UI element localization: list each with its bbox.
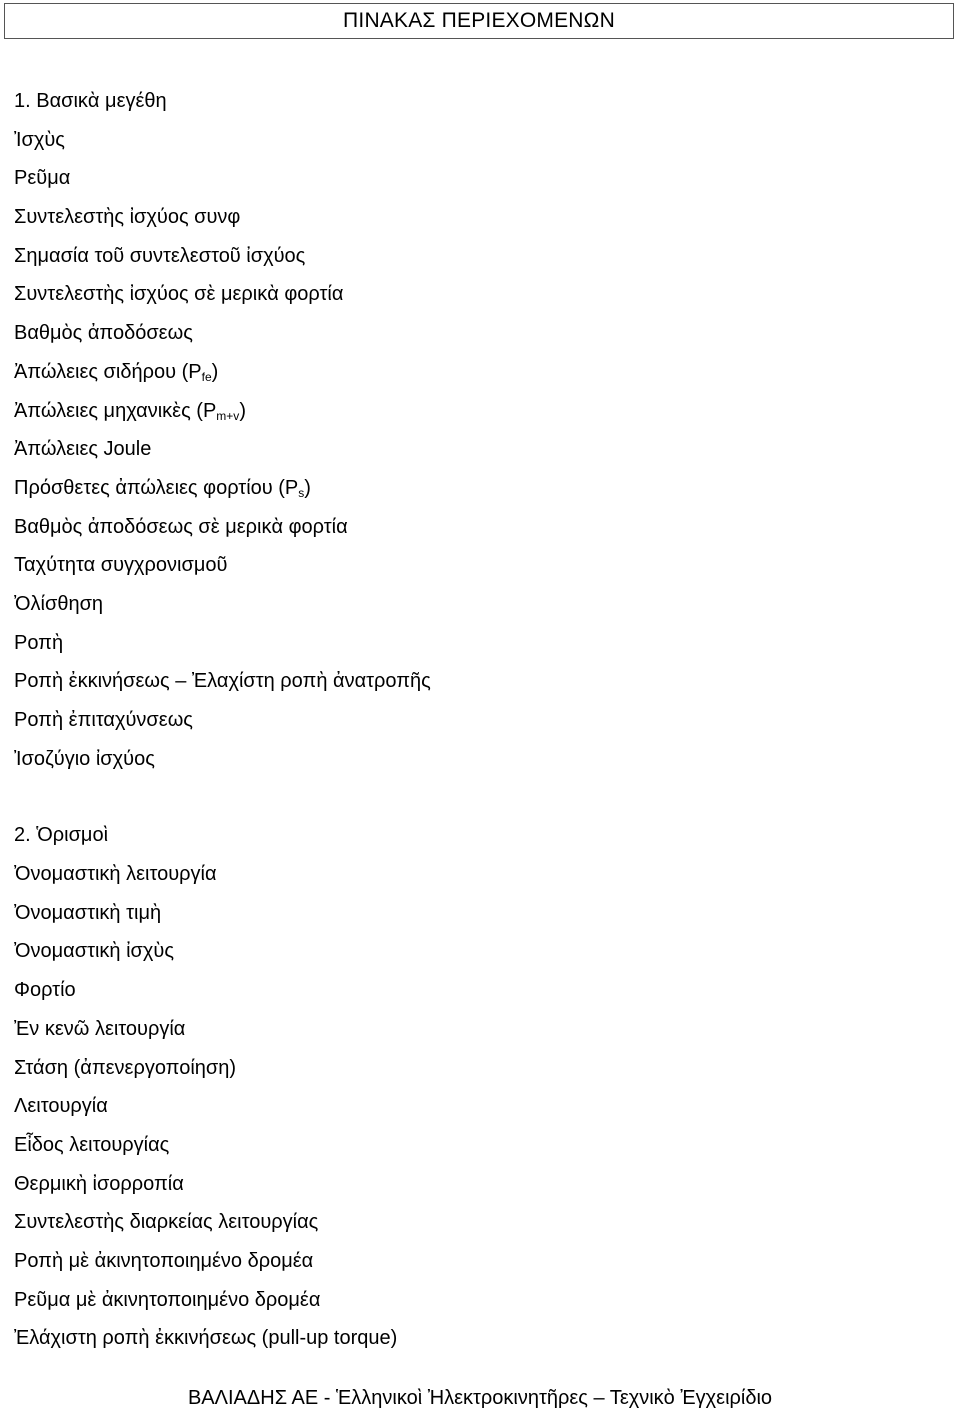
table-of-contents	[14, 82, 944, 1358]
subscript: fe	[201, 369, 212, 384]
toc-entry: Βαθμὸς ἀποδόσεως σὲ μερικὰ φορτία	[14, 515, 348, 538]
footer-text: ΒΑΛΙΑΔΗΣ ΑΕ - Ἑλληνικοὶ Ἠλεκτροκινητῆρες – Τεχνικὸ Ἐγχειρίδιο	[187, 1387, 773, 1409]
toc-entry: Συντελεστὴς ἰσχύος συνφ	[14, 206, 241, 229]
toc-entry: Ρεῦμα μὲ ἀκινητοποιημένο δρομέα	[14, 1288, 321, 1311]
page-title-box	[4, 3, 954, 39]
toc-entry: Συντελεστὴς διαρκείας λειτουργίας	[14, 1211, 319, 1234]
toc-entry: Ὀνομαστικὴ λειτουργία	[14, 863, 217, 886]
toc-entry: Ροπὴ ἐπιταχύνσεως	[14, 709, 193, 731]
toc-entry: Στάση (ἀπενεργοποίηση)	[14, 1056, 237, 1079]
subscript: m+v	[216, 408, 240, 423]
toc-entry: Ροπὴ ἐκκινήσεως – Ἐλαχίστη ροπὴ ἀνατροπῆς	[14, 670, 431, 693]
toc-entry: Ὀνομαστικὴ ἰσχὺς	[14, 940, 174, 963]
toc-entry: Ὀλίσθηση	[14, 592, 104, 615]
toc-entry: Ἐν κενῶ λειτουργία	[14, 1017, 186, 1040]
toc-entry: Ἀπώλειες σιδήρου $(P_{fe})$	[14, 360, 219, 384]
section-spacer	[14, 778, 944, 816]
toc-entry: Θερμικὴ ἰσορροπία	[14, 1172, 184, 1195]
toc-entry: Εἶδος λειτουργίας	[14, 1133, 170, 1156]
toc-entry: Πρόσθετες ἀπώλειες φορτίου $(P_s)$	[14, 476, 311, 500]
toc-entry: Ρεῦμα	[14, 167, 71, 190]
toc-entry: Σημασία τοῦ συντελεστοῦ ἰσχύος	[14, 244, 306, 267]
toc-entry: Ἰσοζύγιο ἰσχύος	[14, 747, 155, 770]
toc-entry: Ἀπώλειες Joule	[14, 438, 152, 461]
toc-entry: Ροπὴ	[14, 631, 64, 654]
page-title: ΠΙΝΑΚΑΣ ΠΕΡΙΕΧΟΜΕΝΩΝ	[343, 9, 615, 32]
toc-entry: Βαθμὸς ἀποδόσεως	[14, 322, 193, 345]
toc-entry: Ἀπώλειες μηχανικὲς $(P_{m+v})$	[14, 399, 246, 423]
subscript: s	[298, 485, 305, 500]
section-heading: 1. Βασικὰ μεγέθη	[14, 90, 167, 112]
toc-entry: Ταχύτητα συγχρονισμοῦ	[14, 554, 228, 577]
toc-entry: Συντελεστὴς ἰσχύος σὲ μερικὰ φορτία	[14, 283, 344, 306]
toc-entry: Φορτίο	[14, 979, 76, 1002]
toc-entry: Ροπὴ μὲ ἀκινητοποιημένο δρομέα	[14, 1249, 314, 1272]
page-footer	[0, 1384, 960, 1412]
toc-entry: Λειτουργία	[14, 1095, 108, 1118]
toc-section-definitions	[14, 816, 944, 1358]
toc-entry: Ἰσχὺς	[14, 128, 65, 151]
toc-section-basic-quantities	[14, 82, 944, 778]
toc-entry: Ὀνομαστικὴ τιμὴ	[14, 901, 162, 924]
section-heading: 2. Ὁρισμοὶ	[14, 824, 109, 847]
toc-entry: Ἐλάχιστη ροπὴ ἐκκινήσεως (pull-up torque)	[14, 1327, 398, 1350]
